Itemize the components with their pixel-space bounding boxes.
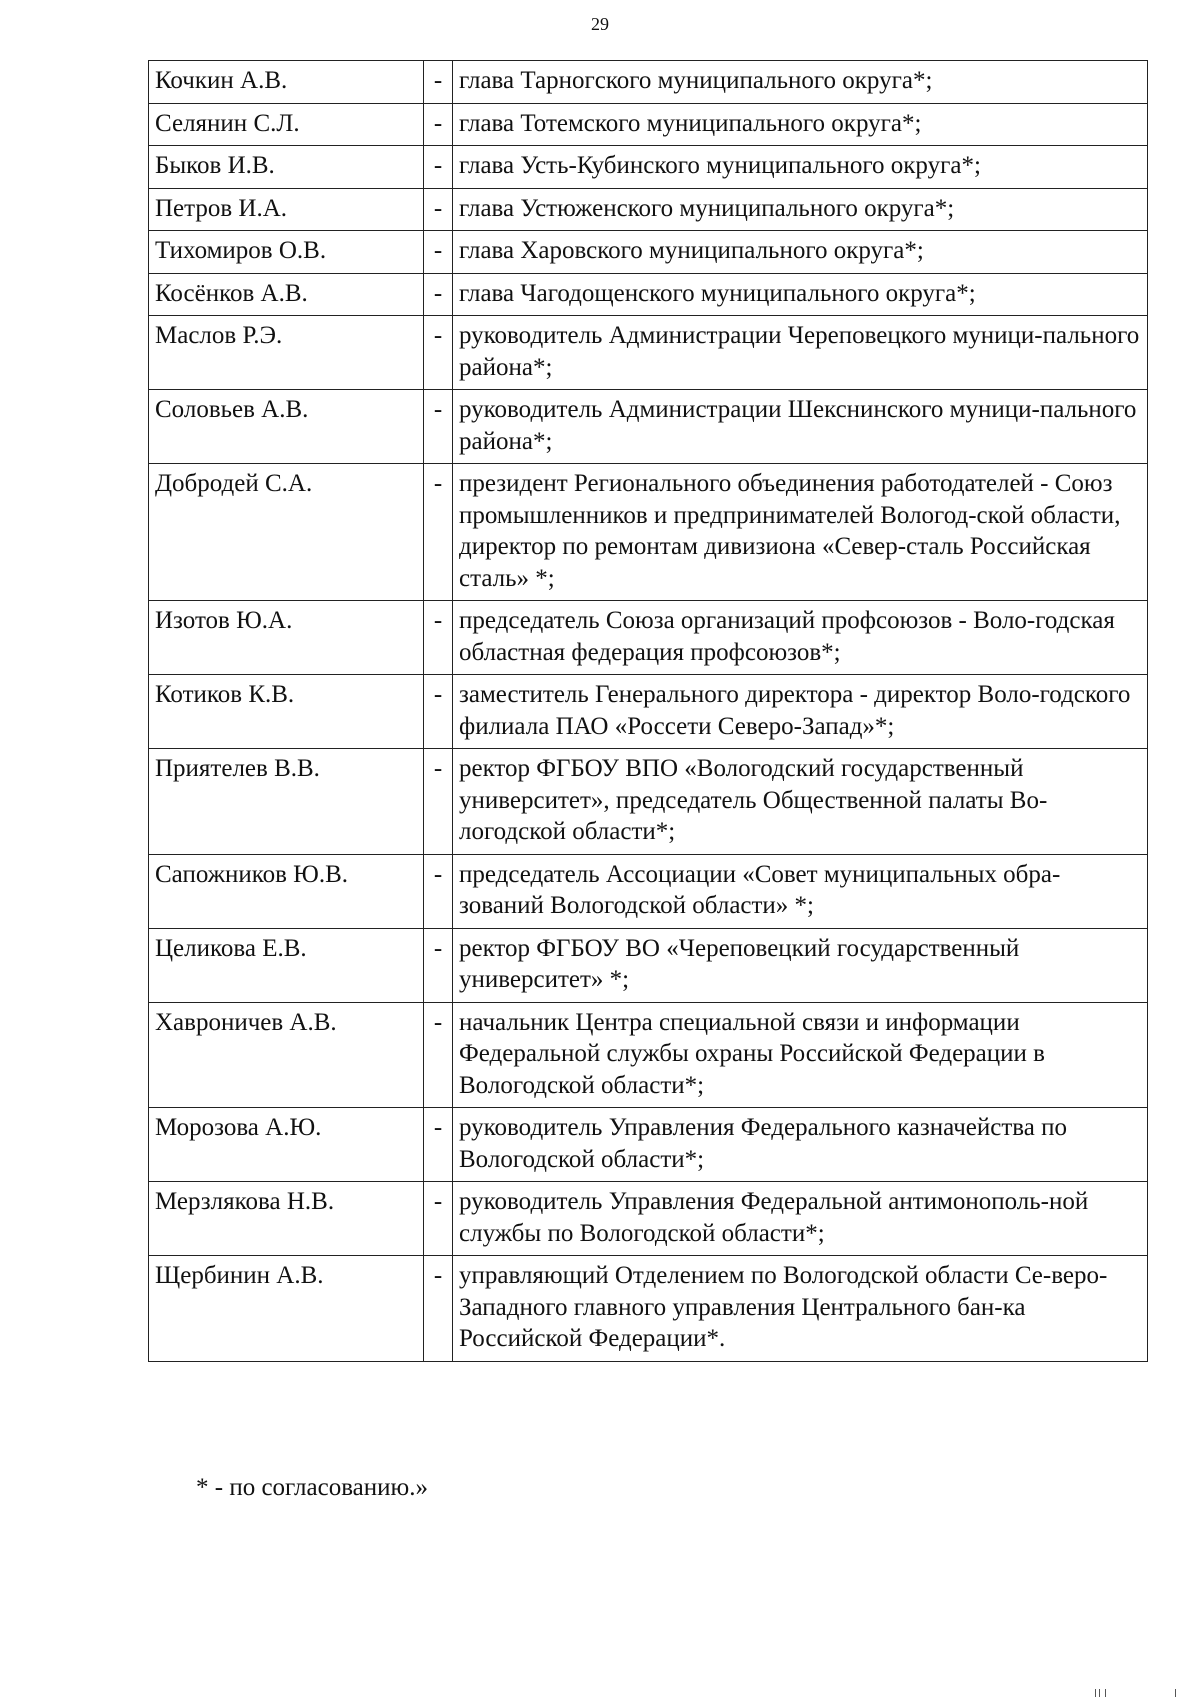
member-position: глава Харовского муниципального округа*;: [453, 231, 1148, 274]
members-table: [148, 60, 1148, 1362]
table-row: [149, 390, 1148, 464]
member-name: Петров И.А.: [149, 188, 424, 231]
member-position: глава Тотемского муниципального округа*;: [453, 103, 1148, 146]
table-row: [149, 1108, 1148, 1182]
footnote: * - по согласованию.»: [196, 1474, 428, 1501]
member-position: глава Устюженского муниципального округа*;: [453, 188, 1148, 231]
table-row: [149, 146, 1148, 189]
dash-separator: -: [424, 390, 453, 464]
member-position: руководитель Администрации Череповецкого муници-пального района*;: [453, 316, 1148, 390]
dash-separator: -: [424, 928, 453, 1002]
page-number: 29: [591, 14, 609, 34]
member-position: ректор ФГБОУ ВПО «Вологодский государственный университет», председатель Общественной палаты Во-логодской области*;: [453, 749, 1148, 855]
member-name: Щербинин А.В.: [149, 1256, 424, 1362]
member-name: Косёнков А.В.: [149, 273, 424, 316]
table-row: [149, 749, 1148, 855]
dash-separator: -: [424, 601, 453, 675]
member-position: председатель Союза организаций профсоюзов - Воло-годская областная федерация профсоюзов*;: [453, 601, 1148, 675]
member-name: Селянин С.Л.: [149, 103, 424, 146]
member-position: глава Чагодощенского муниципального округа*;: [453, 273, 1148, 316]
member-name: Морозова А.Ю.: [149, 1108, 424, 1182]
member-name: Добродей С.А.: [149, 464, 424, 601]
member-position: начальник Центра специальной связи и информации Федеральной службы охраны Российской Федерации в Вологодской области*;: [453, 1002, 1148, 1108]
member-position: заместитель Генерального директора - директор Воло-годского филиала ПАО «Россети Северо-Запад»*;: [453, 675, 1148, 749]
dash-separator: -: [424, 1182, 453, 1256]
member-name: Приятелев В.В.: [149, 749, 424, 855]
dash-separator: -: [424, 1256, 453, 1362]
dash-separator: -: [424, 103, 453, 146]
table-row: [149, 854, 1148, 928]
dash-separator: -: [424, 464, 453, 601]
table-row: [149, 316, 1148, 390]
dash-separator: -: [424, 146, 453, 189]
table-row: [149, 928, 1148, 1002]
table-row: [149, 601, 1148, 675]
table-row: [149, 188, 1148, 231]
member-name: Маслов Р.Э.: [149, 316, 424, 390]
table-row: [149, 1002, 1148, 1108]
table-row: [149, 273, 1148, 316]
member-position: ректор ФГБОУ ВО «Череповецкий государственный университет» *;: [453, 928, 1148, 1002]
member-name: Котиков К.В.: [149, 675, 424, 749]
dash-separator: -: [424, 675, 453, 749]
members-table-body: [149, 61, 1148, 1362]
member-position: глава Тарногского муниципального округа*;: [453, 61, 1148, 104]
member-name: Хавроничев А.В.: [149, 1002, 424, 1108]
member-position: управляющий Отделением по Вологодской области Се-веро-Западного главного управления Центрального бан-ка Российской Федерации*.: [453, 1256, 1148, 1362]
member-name: Сапожников Ю.В.: [149, 854, 424, 928]
member-name: Соловьев А.В.: [149, 390, 424, 464]
table-row: [149, 464, 1148, 601]
table-row: [149, 103, 1148, 146]
table-row: [149, 1182, 1148, 1256]
dash-separator: -: [424, 188, 453, 231]
member-position: председатель Ассоциации «Совет муниципальных обра-зований Вологодской области» *;: [453, 854, 1148, 928]
member-name: Изотов Ю.А.: [149, 601, 424, 675]
member-name: Кочкин А.В.: [149, 61, 424, 104]
dash-separator: -: [424, 1002, 453, 1108]
member-position: руководитель Управления Федерального казначейства по Вологодской области*;: [453, 1108, 1148, 1182]
member-name: Мерзлякова Н.В.: [149, 1182, 424, 1256]
dash-separator: -: [424, 273, 453, 316]
member-position: руководитель Администрации Шекснинского муници-пального района*;: [453, 390, 1148, 464]
dash-separator: -: [424, 316, 453, 390]
table-row: [149, 231, 1148, 274]
table-row: [149, 61, 1148, 104]
member-name: Быков И.В.: [149, 146, 424, 189]
table-row: [149, 1256, 1148, 1362]
member-position: глава Усть-Кубинского муниципального округа*;: [453, 146, 1148, 189]
dash-separator: -: [424, 749, 453, 855]
member-position: руководитель Управления Федеральной антимонополь-ной службы по Вологодской области*;: [453, 1182, 1148, 1256]
member-name: Целикова Е.В.: [149, 928, 424, 1002]
member-name: Тихомиров О.В.: [149, 231, 424, 274]
dash-separator: -: [424, 61, 453, 104]
member-position: президент Регионального объединения работодателей - Союз промышленников и предпринимателей Вологод-ской области, директор по ремонтам дивизиона «Север-сталь Российская сталь» *;: [453, 464, 1148, 601]
dash-separator: -: [424, 854, 453, 928]
scan-edge-marks: [1095, 1687, 1195, 1697]
dash-separator: -: [424, 1108, 453, 1182]
table-row: [149, 675, 1148, 749]
dash-separator: -: [424, 231, 453, 274]
